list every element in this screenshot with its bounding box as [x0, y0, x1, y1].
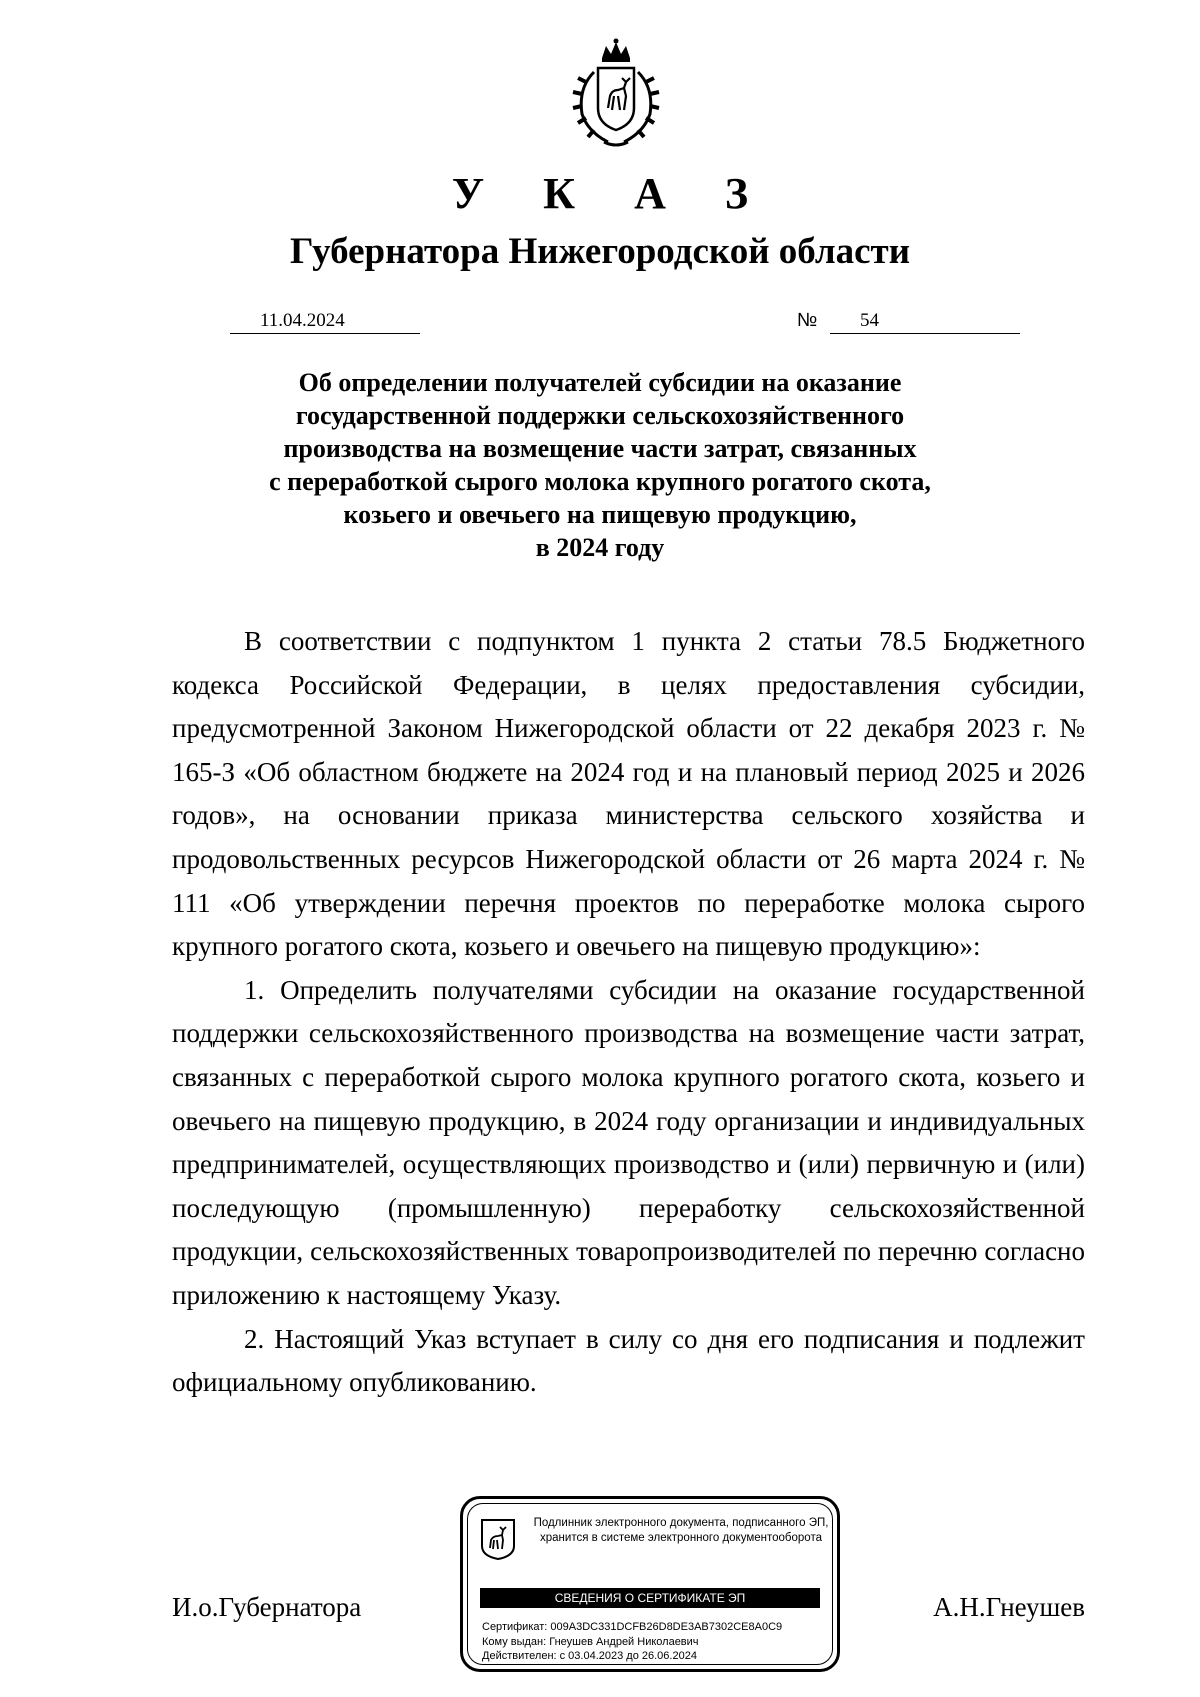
deer-emblem-icon: [480, 1518, 516, 1560]
heading-line: в 2024 году: [535, 533, 665, 562]
signatory-name: А.Н.Гнеушев: [933, 1592, 1085, 1622]
document-date: 11.04.2024: [230, 308, 420, 334]
document-body: [172, 620, 1085, 1405]
stamp-inner-border: [467, 1503, 833, 1665]
body-paragraph-clause-2: 2. Настоящий Указ вступает в силу со дня его подписания и подлежит официальному опубликованию.: [172, 1323, 1085, 1398]
stamp-header-line: Подлинник электронного документа, подписанного ЭП,: [533, 1517, 829, 1529]
stamp-validity: Действителен: с 03.04.2023 до 26.06.2024: [482, 1650, 697, 1662]
body-paragraph-clause-1: 1. Определить получателями субсидии на оказание государственной поддержки сельскохозяйственного производства на возмещение части затрат, связанных с переработкой сырого молока крупного рогатого скота, козьего и овечьего на пищевую продукцию, в 2024 году организации и индивидуальных предпринимателей, осуществляющих производство и (или) первичную и (или) последующую (промышленную) переработку сельскохозяйственной продукции, сельскохозяйственных товаропроизводителей по перечню согласно приложению к настоящему Указу.: [172, 974, 1085, 1310]
body-paragraph-preamble: В соответствии с подпунктом 1 пункта 2 статьи 78.5 Бюджетного кодекса Российской Федерации, в целях предоставления субсидии, предусмотренной Законом Нижегородской области от 22 декабря 2023 г. № 165-З «Об областном бюджете на 2024 год и на плановый период 2025 и 2026 годов», на основании приказа министерства сельского хозяйства и продовольственных ресурсов Нижегородской области от 26 марта 2024 г. № 111 «Об утверждении перечня проектов по переработке молока сырого крупного рогатого скота, козьего и овечьего на пищевую продукцию»:: [172, 626, 1085, 962]
stamp-certificate-bar: СВЕДЕНИЯ О СЕРТИФИКАТЕ ЭП: [480, 1588, 820, 1608]
electronic-signature-stamp: [460, 1496, 840, 1672]
signatory-role: И.о.Губернатора: [172, 1592, 362, 1622]
heading-line: с переработкой сырого молока крупного рогатого скота,: [269, 467, 931, 496]
number-label: №: [797, 310, 818, 331]
stamp-header: [526, 1516, 836, 1546]
heading-line: козьего и овечьего на пищевую продукцию,: [343, 500, 857, 529]
stamp-header-line: хранится в системе электронного документооборота: [540, 1532, 822, 1544]
stamp-issued-to: Кому выдан: Гнеушев Андрей Николаевич: [482, 1635, 699, 1648]
heading-line: государственной поддержки сельскохозяйственного: [295, 401, 905, 430]
stamp-certificate: Сертификат: 009A3DC331DCFB26D8DE3AB7302CE8A0C9: [482, 1621, 783, 1633]
document-heading: [200, 366, 1000, 564]
document-title: У К А З: [451, 169, 773, 218]
heading-line: производства на возмещение части затрат, связанных: [283, 434, 917, 463]
coat-of-arms-icon: [564, 38, 668, 150]
heading-line: Об определении получателей субсидии на оказание: [298, 368, 902, 397]
document-subtitle: Губернатора Нижегородской области: [289, 231, 911, 272]
document-number: 54: [830, 308, 1020, 334]
stamp-details: [482, 1620, 782, 1664]
